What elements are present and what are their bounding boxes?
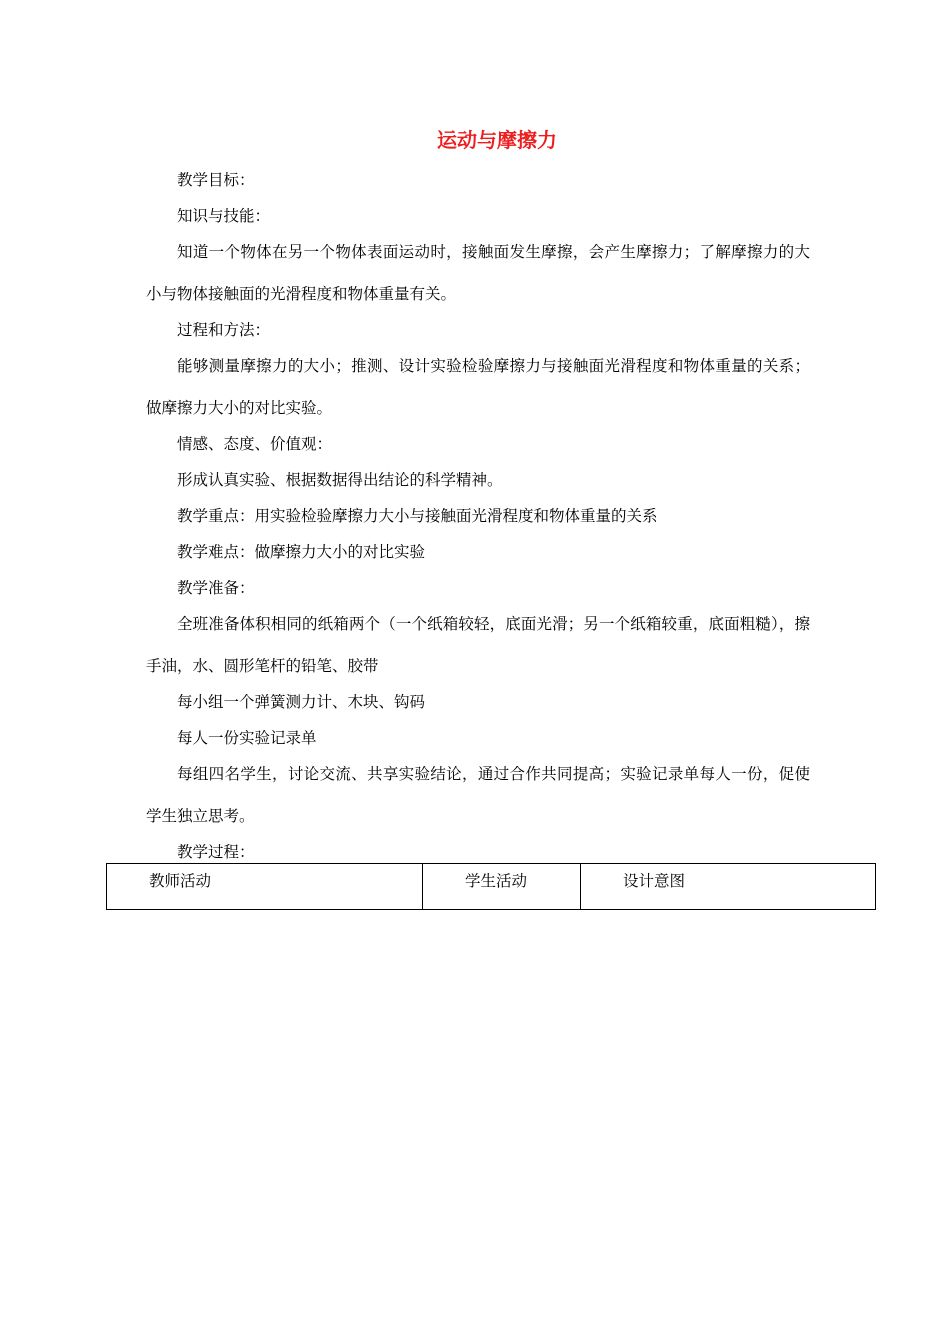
body-paragraph: 全班准备体积相同的纸箱两个（一个纸箱较轻，底面光滑；另一个纸箱较重，底面粗糙），擦手油，水、圆形笔杆的铅笔、胶带 xyxy=(146,615,810,675)
document-body xyxy=(146,162,810,870)
body-paragraph: 教学重点：用实验检验摩擦力大小与接触面光滑程度和物体重量的关系 xyxy=(177,507,658,525)
table-header-teacher-activity: 教师活动 xyxy=(107,864,423,909)
body-paragraph: 知道一个物体在另一个物体表面运动时，接触面发生摩擦，会产生摩擦力；了解摩擦力的大小与物体接触面的光滑程度和物体重量有关。 xyxy=(146,243,810,303)
body-paragraph: 知识与技能： xyxy=(177,207,271,225)
body-paragraph: 形成认真实验、根据数据得出结论的科学精神。 xyxy=(177,471,503,489)
lesson-process-table xyxy=(106,863,876,910)
body-paragraph: 每小组一个弹簧测力计、木块、钩码 xyxy=(177,693,426,711)
body-paragraph: 每人一份实验记录单 xyxy=(177,729,317,747)
body-paragraph: 教学过程： xyxy=(177,843,255,861)
body-paragraph: 教学难点：做摩擦力大小的对比实验 xyxy=(177,543,426,561)
body-paragraph: 每组四名学生，讨论交流、共享实验结论，通过合作共同提高；实验记录单每人一份，促使学生独立思考。 xyxy=(146,765,810,825)
table-header-student-activity: 学生活动 xyxy=(423,864,581,909)
body-paragraph: 教学目标： xyxy=(177,171,255,189)
body-paragraph: 情感、态度、价值观： xyxy=(177,435,333,453)
body-paragraph: 教学准备： xyxy=(177,579,255,597)
table-header-design-intent: 设计意图 xyxy=(623,872,686,890)
document-title: 运动与摩擦力 xyxy=(437,128,557,152)
body-paragraph: 过程和方法： xyxy=(177,321,271,339)
body-paragraph: 能够测量摩擦力的大小；推测、设计实验检验摩擦力与接触面光滑程度和物体重量的关系；做摩擦力大小的对比实验。 xyxy=(146,357,810,417)
